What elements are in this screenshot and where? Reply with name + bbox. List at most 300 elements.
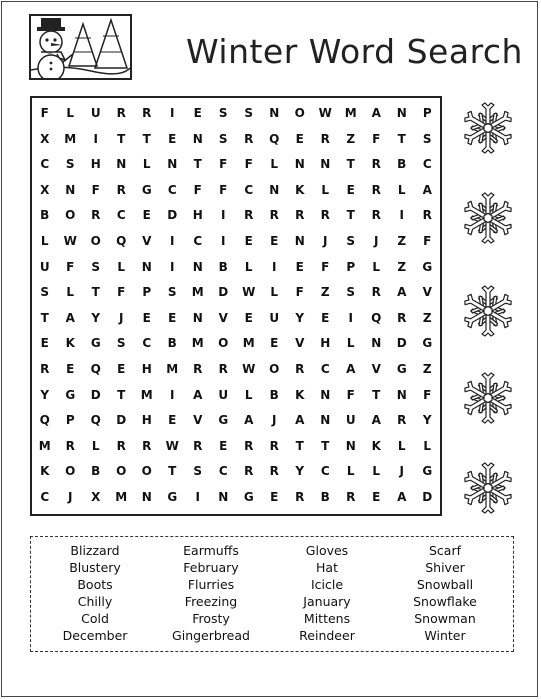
grid-letter: S (193, 464, 203, 479)
word-bank-item: Mittens (303, 611, 351, 626)
grid-letter: L (397, 182, 406, 197)
grid-letter: G (422, 336, 433, 351)
grid-letter: E (193, 106, 202, 120)
grid-letter: R (218, 362, 228, 376)
grid-letter: R (65, 438, 75, 453)
grid-letter: R (269, 438, 279, 453)
grid-letter: R (422, 208, 432, 223)
grid-letter: I (221, 208, 226, 223)
grid-letter: F (295, 285, 304, 300)
grid-letter: I (170, 234, 175, 248)
grid-letter: F (244, 157, 253, 172)
grid-letter: K (40, 464, 50, 479)
grid-letter: L (66, 106, 75, 120)
grid-letter: L (321, 182, 330, 197)
grid-letter: N (269, 106, 280, 120)
grid-letter: T (40, 310, 49, 325)
grid-letter: B (269, 387, 279, 402)
word-bank-item: Icicle (310, 577, 344, 592)
grid-letter: E (142, 310, 151, 325)
word-bank-item: Freezing (184, 594, 238, 609)
grid-letter: Y (295, 464, 305, 479)
grid-letter: C (244, 182, 254, 197)
word-bank-item: Scarf (428, 543, 462, 558)
grid-letter: G (65, 387, 76, 402)
grid-letter: K (295, 387, 305, 402)
grid-letter: R (142, 438, 152, 453)
grid-letter: A (193, 387, 203, 402)
grid-letter: I (348, 310, 353, 325)
grid-row (32, 357, 440, 381)
word-bank-item: Shiver (425, 560, 465, 575)
grid-letter: S (244, 106, 254, 120)
grid-row (32, 255, 440, 279)
grid-letter: P (142, 285, 152, 300)
grid-letter: I (195, 490, 200, 504)
grid-letter: R (397, 310, 407, 325)
grid-letter: O (269, 362, 280, 376)
grid-letter: N (167, 157, 178, 172)
grid-letter: J (323, 234, 328, 248)
grid-letter: M (242, 336, 255, 351)
grid-letter: Y (91, 310, 101, 325)
grid-letter: G (396, 362, 407, 376)
grid-letter: G (218, 413, 229, 428)
grid-letter: R (142, 106, 152, 120)
grid-letter: N (345, 438, 356, 453)
grid-letter: D (218, 285, 229, 300)
grid-letter: L (372, 464, 381, 479)
grid-letter: K (295, 182, 305, 197)
grid-letter: E (295, 131, 304, 146)
grid-row (32, 383, 440, 407)
grid-letter: B (40, 208, 50, 223)
word-bank-item: Hat (316, 560, 338, 575)
grid-letter: J (399, 464, 404, 479)
grid-letter: S (346, 285, 356, 300)
grid-row (32, 229, 440, 253)
grid-letter: T (346, 208, 355, 223)
grid-letter: C (193, 234, 203, 248)
grid-letter: F (423, 234, 432, 248)
grid-letter: F (66, 259, 75, 274)
word-bank-item: Gingerbread (172, 628, 250, 643)
grid-letter: A (397, 285, 407, 300)
grid-letter: D (422, 490, 433, 504)
grid-letter: M (38, 438, 51, 453)
grid-letter: B (218, 259, 228, 274)
grid-letter: Y (40, 387, 50, 402)
grid-letter: N (320, 387, 331, 402)
grid-letter: L (346, 464, 355, 479)
snowflake-icon (460, 370, 516, 426)
word-bank-item: Blizzard (70, 543, 120, 558)
grid-letter: E (244, 234, 253, 248)
grid-letter: E (270, 490, 279, 504)
grid-letter: N (294, 234, 305, 248)
grid-letter: M (166, 362, 179, 376)
grid-letter: T (295, 438, 304, 453)
grid-letter: O (65, 208, 76, 223)
grid-letter: F (423, 387, 432, 402)
grid-letter: E (142, 208, 151, 223)
grid-letter: M (115, 490, 128, 504)
grid-letter: Q (90, 413, 101, 428)
grid-letter: S (346, 234, 356, 248)
grid-letter: E (346, 182, 355, 197)
grid-letter: R (371, 208, 381, 223)
grid-letter: D (167, 208, 178, 223)
grid-letter: O (65, 464, 76, 479)
grid-letter: M (64, 131, 77, 146)
grid-letter: G (167, 490, 178, 504)
grid-letter: L (397, 438, 406, 453)
grid-letter: U (39, 259, 50, 274)
grid-letter: R (116, 106, 126, 120)
word-bank-item: Gloves (305, 543, 349, 558)
grid-letter: B (397, 157, 407, 172)
grid-letter: R (320, 208, 330, 223)
grid-letter: N (141, 259, 152, 274)
grid-letter: G (141, 182, 152, 197)
snowflake-icon (460, 283, 516, 339)
grid-letter: N (320, 413, 331, 428)
page-title: Winter Word Search (186, 32, 523, 71)
grid-letter: N (141, 490, 152, 504)
grid-letter: M (344, 106, 357, 120)
grid-letter: N (218, 490, 229, 504)
grid-letter: S (65, 157, 75, 172)
grid-letter: N (192, 259, 203, 274)
word-bank (30, 536, 514, 652)
grid-letter: N (65, 182, 76, 197)
grid-letter: R (244, 131, 254, 146)
grid-letter: V (295, 336, 305, 351)
grid-letter: P (65, 413, 75, 428)
grid-letter: N (116, 157, 127, 172)
snowflake-icon (460, 190, 516, 246)
grid-letter: C (320, 362, 330, 376)
word-bank-item: Chilly (77, 594, 113, 609)
grid-letter: Z (397, 234, 407, 248)
grid-letter: T (117, 387, 126, 402)
grid-letter: S (218, 106, 228, 120)
grid-letter: F (117, 285, 126, 300)
grid-letter: G (243, 490, 254, 504)
grid-letter: N (396, 387, 407, 402)
grid-letter: E (270, 234, 279, 248)
grid-letter: N (371, 336, 382, 351)
grid-letter: O (90, 234, 101, 248)
grid-letter: E (270, 336, 279, 351)
grid-letter: I (170, 387, 175, 402)
grid-letter: R (320, 131, 330, 146)
grid-letter: A (65, 310, 75, 325)
grid-letter: Z (346, 131, 356, 146)
grid-letter: A (371, 106, 381, 120)
grid-letter: R (295, 208, 305, 223)
grid-letter: R (346, 490, 356, 504)
word-bank-item: Boots (77, 577, 113, 592)
grid-row (32, 331, 440, 355)
grid-letter: D (90, 387, 101, 402)
grid-letter: C (142, 336, 152, 351)
grid-letter: N (192, 131, 203, 146)
grid-letter: D (116, 413, 127, 428)
grid-row (32, 152, 440, 176)
grid-letter: T (397, 131, 406, 146)
grid-letter: C (218, 464, 228, 479)
grid-letter: H (90, 157, 101, 172)
grid-letter: E (321, 310, 330, 325)
grid-letter: N (294, 157, 305, 172)
grid-row (32, 485, 440, 509)
grid-letter: R (40, 362, 50, 376)
grid-letter: E (168, 131, 177, 146)
word-bank-item: Snowman (414, 611, 476, 626)
snowflake-icon (460, 460, 516, 516)
grid-letter: Q (269, 131, 280, 146)
grid-letter: E (117, 362, 126, 376)
grid-letter: V (193, 413, 203, 428)
grid-letter: I (93, 131, 98, 146)
word-bank-item: Winter (424, 628, 466, 643)
grid-letter: C (320, 464, 330, 479)
grid-letter: R (371, 285, 381, 300)
grid-letter: W (242, 362, 256, 376)
grid-letter: F (40, 106, 49, 120)
grid-letter: S (116, 336, 126, 351)
grid-letter: E (66, 362, 75, 376)
grid-letter: W (242, 285, 256, 300)
grid-letter: N (396, 106, 407, 120)
grid-letter: R (397, 413, 407, 428)
grid-letter: C (40, 157, 50, 172)
word-bank-item: February (183, 560, 239, 575)
grid-letter: Y (422, 413, 432, 428)
word-bank-item: Snowball (416, 577, 474, 592)
grid-letter: U (218, 387, 229, 402)
word-bank-item: Flurries (187, 577, 235, 592)
grid-letter: W (318, 106, 332, 120)
grid-row (32, 203, 440, 227)
word-bank-item: Blustery (69, 560, 121, 575)
grid-letter: I (221, 234, 226, 248)
grid-letter: R (269, 208, 279, 223)
grid-letter: J (374, 234, 379, 248)
grid-letter: Q (39, 413, 50, 428)
grid-letter: E (168, 310, 177, 325)
grid-letter: D (396, 336, 407, 351)
grid-letter: G (90, 336, 101, 351)
grid-letter: L (117, 259, 126, 274)
grid-letter: G (422, 464, 433, 479)
grid-letter: H (192, 208, 203, 223)
grid-letter: H (141, 413, 152, 428)
grid-letter: L (270, 157, 279, 172)
grid-letter: L (40, 234, 49, 248)
grid-letter: E (372, 490, 381, 504)
grid-letter: R (244, 438, 254, 453)
word-bank-item: Frosty (192, 611, 230, 626)
grid-letter: V (218, 310, 228, 325)
grid-letter: H (141, 362, 152, 376)
grid-letter: V (422, 285, 432, 300)
grid-row (32, 306, 440, 330)
grid-letter: S (218, 131, 228, 146)
grid-letter: E (219, 438, 228, 453)
grid-letter: W (165, 438, 179, 453)
grid-row (32, 280, 440, 304)
word-bank-item: Reindeer (299, 628, 355, 643)
grid-letter: L (423, 438, 432, 453)
grid-letter: E (40, 336, 49, 351)
grid-letter: T (193, 157, 202, 172)
grid-letter: A (346, 362, 356, 376)
grid-row (32, 434, 440, 458)
grid-letter: S (91, 259, 101, 274)
grid-letter: O (294, 106, 305, 120)
grid-letter: M (140, 387, 153, 402)
grid-letter: O (116, 464, 127, 479)
grid-letter: F (219, 157, 228, 172)
grid-letter: L (244, 387, 253, 402)
grid-row (32, 101, 440, 125)
grid-letter: E (295, 259, 304, 274)
grid-letter: S (422, 131, 432, 146)
grid-letter: P (346, 259, 356, 274)
grid-letter: C (167, 182, 177, 197)
grid-letter: L (270, 285, 279, 300)
grid-letter: P (422, 106, 432, 120)
grid-letter: B (167, 336, 177, 351)
grid-letter: F (321, 259, 330, 274)
grid-letter: E (168, 413, 177, 428)
grid-letter: T (142, 131, 151, 146)
grid-letter: C (422, 157, 432, 172)
grid-letter: B (91, 464, 101, 479)
grid-letter: B (320, 490, 330, 504)
grid-letter: L (244, 259, 253, 274)
grid-letter: T (346, 157, 355, 172)
grid-letter: R (371, 157, 381, 172)
grid-letter: A (371, 413, 381, 428)
grid-letter: Y (295, 310, 305, 325)
grid-row (32, 459, 440, 483)
grid-letter: R (244, 464, 254, 479)
word-bank-item: January (303, 594, 351, 609)
grid-letter: U (269, 310, 280, 325)
grid-letter: L (346, 336, 355, 351)
grid-letter: X (91, 490, 101, 504)
grid-letter: R (371, 182, 381, 197)
grid-letter: F (372, 131, 381, 146)
grid-letter: O (218, 336, 229, 351)
grid-letter: A (244, 413, 254, 428)
grid-row (32, 408, 440, 432)
grid-letter: K (371, 438, 381, 453)
grid-letter: J (68, 490, 73, 504)
grid-letter: X (40, 131, 50, 146)
grid-letter: K (65, 336, 75, 351)
grid-letter: H (320, 336, 331, 351)
grid-letter: R (269, 464, 279, 479)
grid-letter: Q (371, 310, 382, 325)
grid-letter: R (244, 208, 254, 223)
grid-letter: T (321, 438, 330, 453)
grid-letter: I (272, 259, 277, 274)
grid-letter: F (91, 182, 100, 197)
word-bank-item: Cold (81, 611, 109, 626)
grid-letter: W (63, 234, 77, 248)
snowflake-icon (460, 100, 516, 156)
word-bank-item: Snowflake (413, 594, 477, 609)
grid-letter: L (142, 157, 151, 172)
grid-letter: R (295, 490, 305, 504)
grid-letter: X (40, 182, 50, 197)
grid-letter: Z (397, 259, 407, 274)
grid-letter: A (422, 182, 432, 197)
grid-letter: I (170, 106, 175, 120)
grid-letter: J (119, 310, 124, 325)
grid-letter: T (91, 285, 100, 300)
grid-letter: U (345, 413, 356, 428)
grid-letter: Q (116, 234, 127, 248)
grid-letter: R (193, 362, 203, 376)
grid-letter: R (116, 438, 126, 453)
grid-letter: N (192, 310, 203, 325)
grid-letter: N (269, 182, 280, 197)
grid-row (32, 178, 440, 202)
grid-letter: E (244, 310, 253, 325)
grid-letter: V (142, 234, 152, 248)
grid-letter: L (66, 285, 75, 300)
grid-letter: F (346, 387, 355, 402)
word-bank-item: December (62, 628, 128, 643)
grid-letter: T (117, 131, 126, 146)
grid-letter: A (397, 490, 407, 504)
grid-letter: J (272, 413, 277, 428)
grid-letter: G (422, 259, 433, 274)
grid-row (32, 127, 440, 151)
snowman-clipart-icon (29, 14, 132, 80)
grid-letter: F (219, 182, 228, 197)
grid-letter: Z (422, 310, 432, 325)
grid-letter: Q (90, 362, 101, 376)
grid-letter: O (141, 464, 152, 479)
word-search-grid (30, 96, 442, 516)
grid-letter: T (168, 464, 177, 479)
word-bank-item: Earmuffs (183, 543, 239, 558)
grid-letter: L (91, 438, 100, 453)
grid-letter: Z (320, 285, 330, 300)
grid-letter: L (372, 259, 381, 274)
grid-letter: M (191, 285, 204, 300)
grid-letter: C (40, 490, 50, 504)
grid-letter: I (399, 208, 404, 223)
grid-letter: V (371, 362, 381, 376)
grid-letter: Z (422, 362, 432, 376)
grid-letter: R (116, 182, 126, 197)
grid-letter: T (372, 387, 381, 402)
grid-letter: S (40, 285, 50, 300)
grid-letter: C (116, 208, 126, 223)
grid-letter: U (90, 106, 101, 120)
grid-letter: R (193, 438, 203, 453)
grid-letter: M (191, 336, 204, 351)
grid-letter: S (167, 285, 177, 300)
grid-letter: F (193, 182, 202, 197)
